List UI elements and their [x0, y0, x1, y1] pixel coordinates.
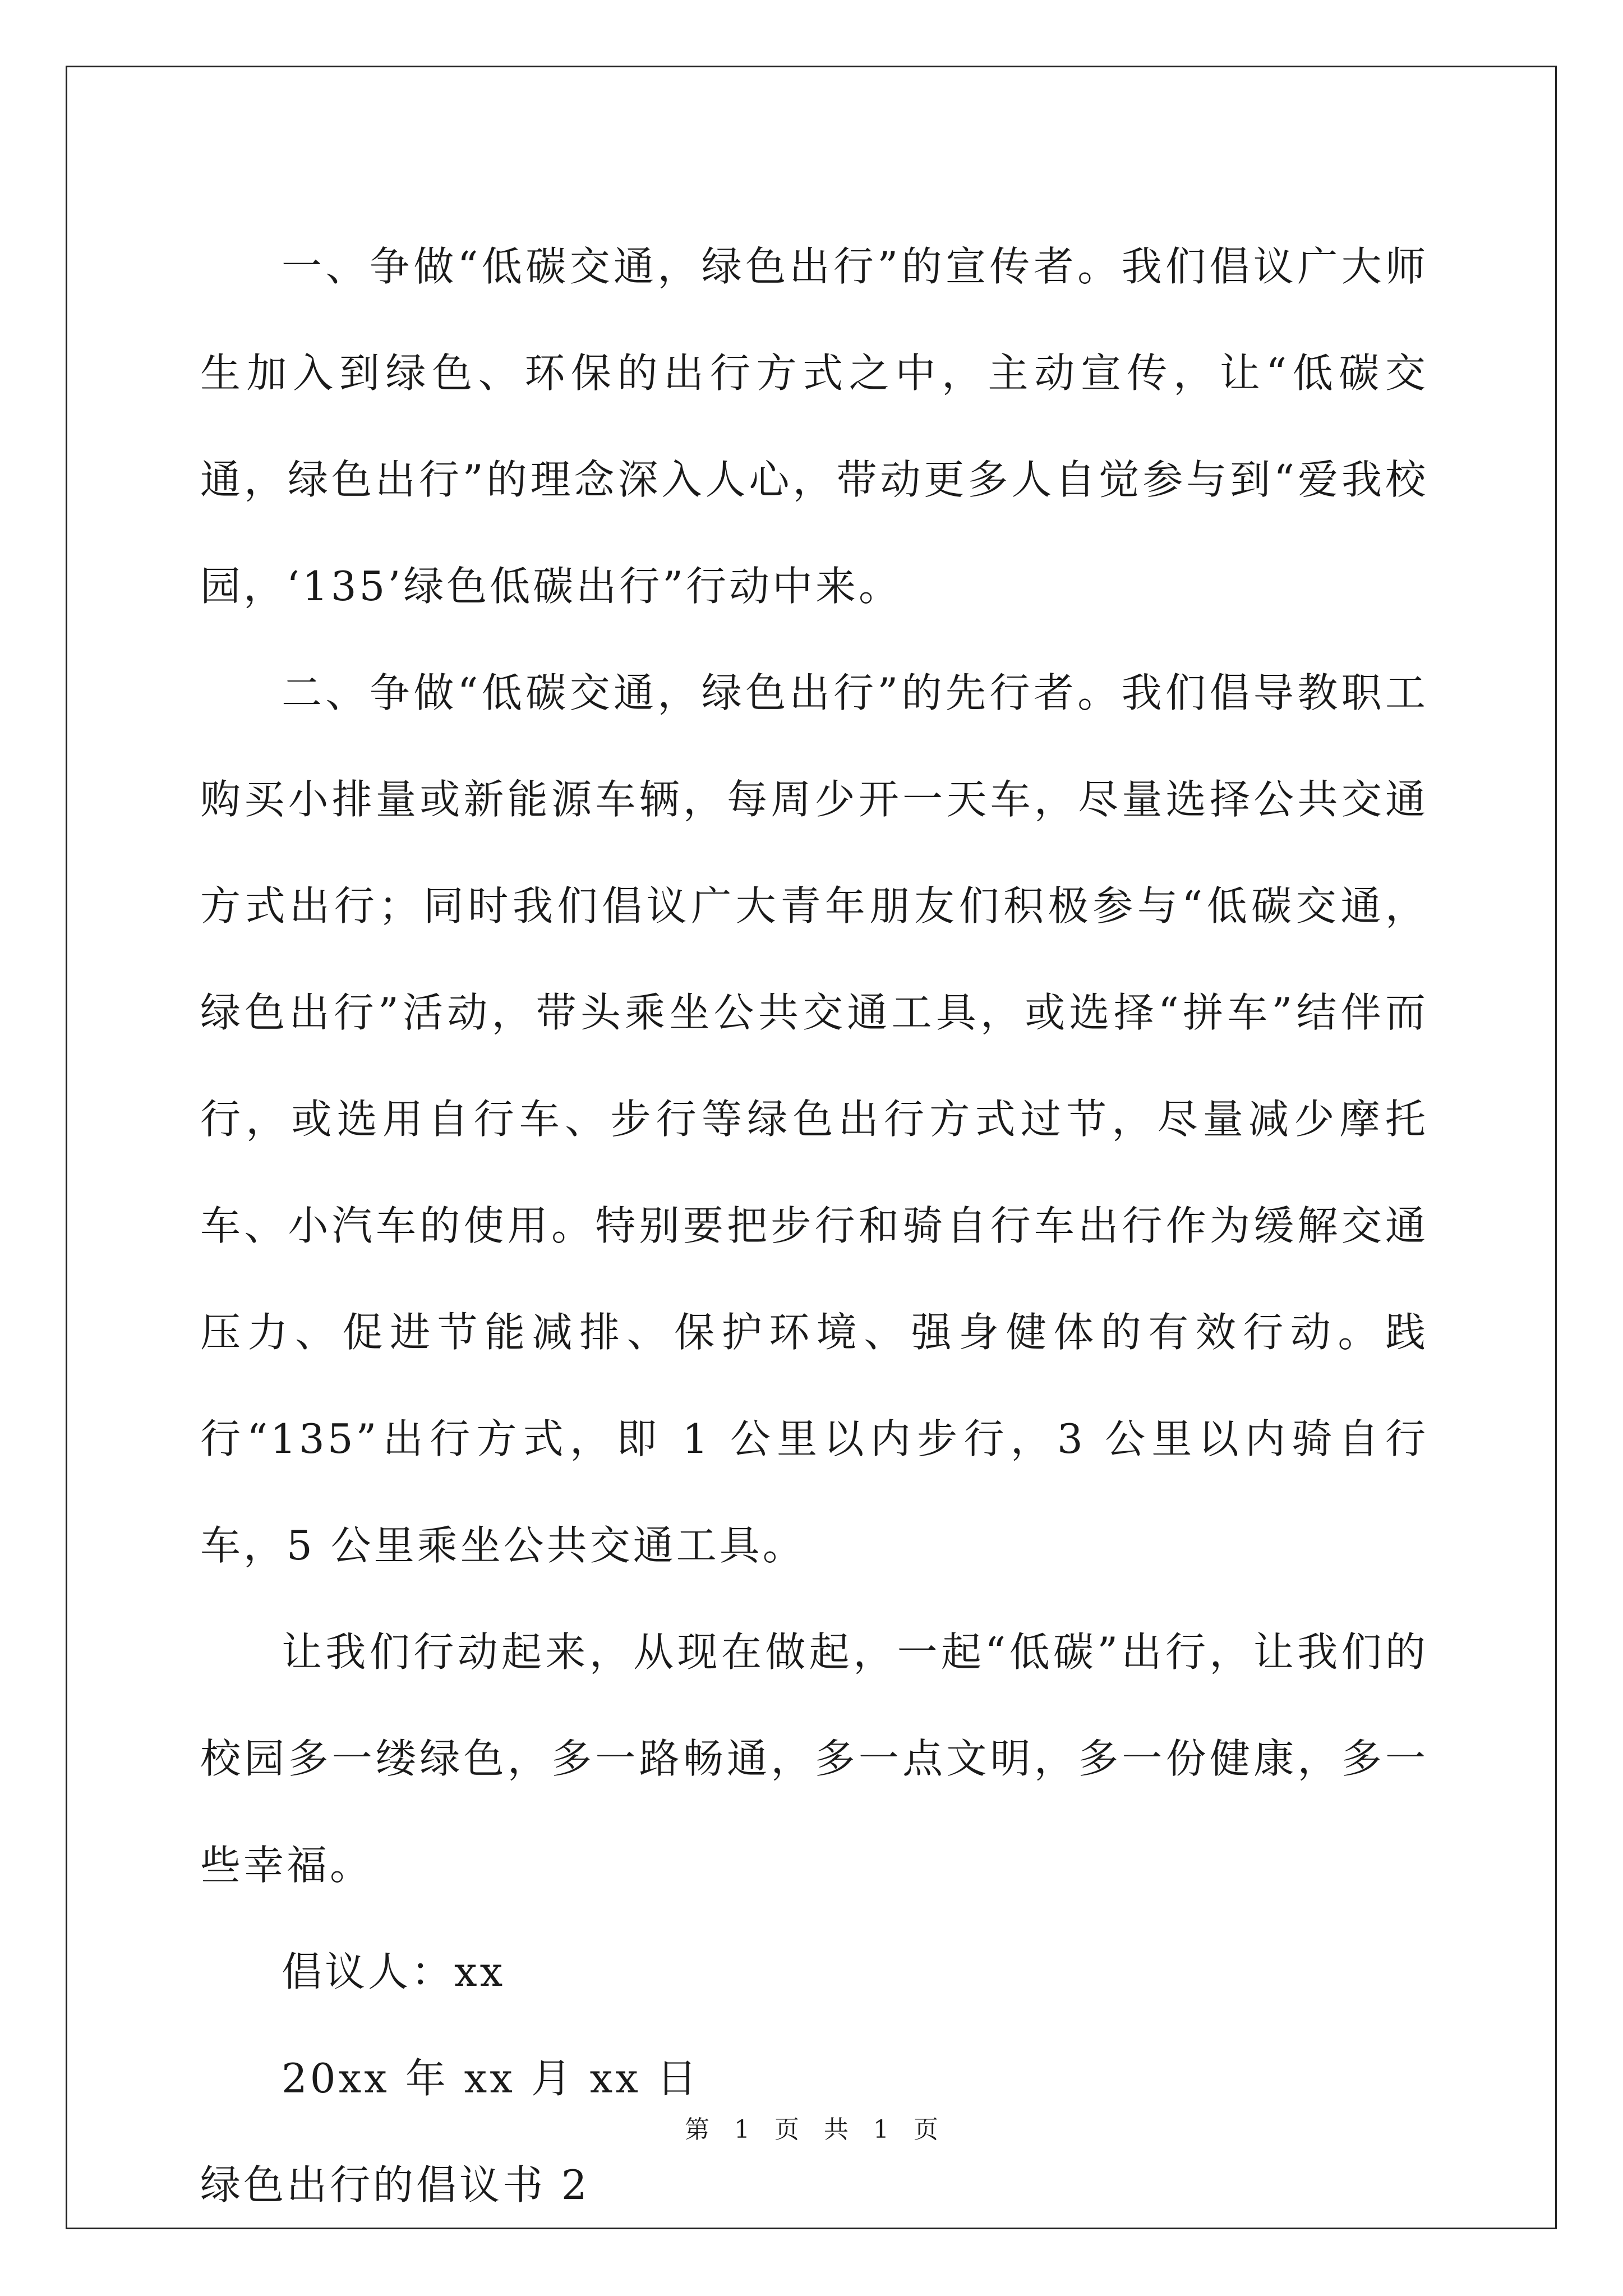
date-line: 20xx 年 xx 月 xx 日: [282, 2055, 700, 2102]
page-footer: 第 1 页 共 1 页: [685, 2115, 938, 2144]
signer-line: 倡议人：xx: [282, 1948, 506, 1995]
paragraph-1: 一、争做“低碳交通，绿色出行”的宣传者。我们倡议广大师生加入到绿色、环保的出行方式之中，主动宣传，让“低碳交通，绿色出行”的理念深入人心，带动更多人自觉参与到“爱我校园，‘135’绿色低碳出行”行动中来。: [200, 243, 1428, 610]
paragraph-2: 二、争做“低碳交通，绿色出行”的先行者。我们倡导教职工购买小排量或新能源车辆，每周少开一天车，尽量选择公共交通方式出行；同时我们倡议广大青年朋友们积极参与“低碳交通，绿色出行”活动，带头乘坐公共交通工具，或选择“拼车”结伴而行，或选用自行车、步行等绿色出行方式过节，尽量减少摩托车、小汽车的使用。特别要把步行和骑自行车出行作为缓解交通压力、促进节能减排、保护环境、强身健体的有效行动。践行“135”出行方式，即 1 公里以内步行，3 公里以内骑自行车，5 公里乘坐公共交通工具。: [200, 669, 1428, 1569]
paragraph-3: 让我们行动起来，从现在做起，一起“低碳”出行，让我们的校园多一缕绿色，多一路畅通，多一点文明，多一份健康，多一些幸福。: [200, 1628, 1428, 1889]
next-section-title: 绿色出行的倡议书 2: [200, 2161, 590, 2208]
document-body: [200, 213, 1428, 2238]
